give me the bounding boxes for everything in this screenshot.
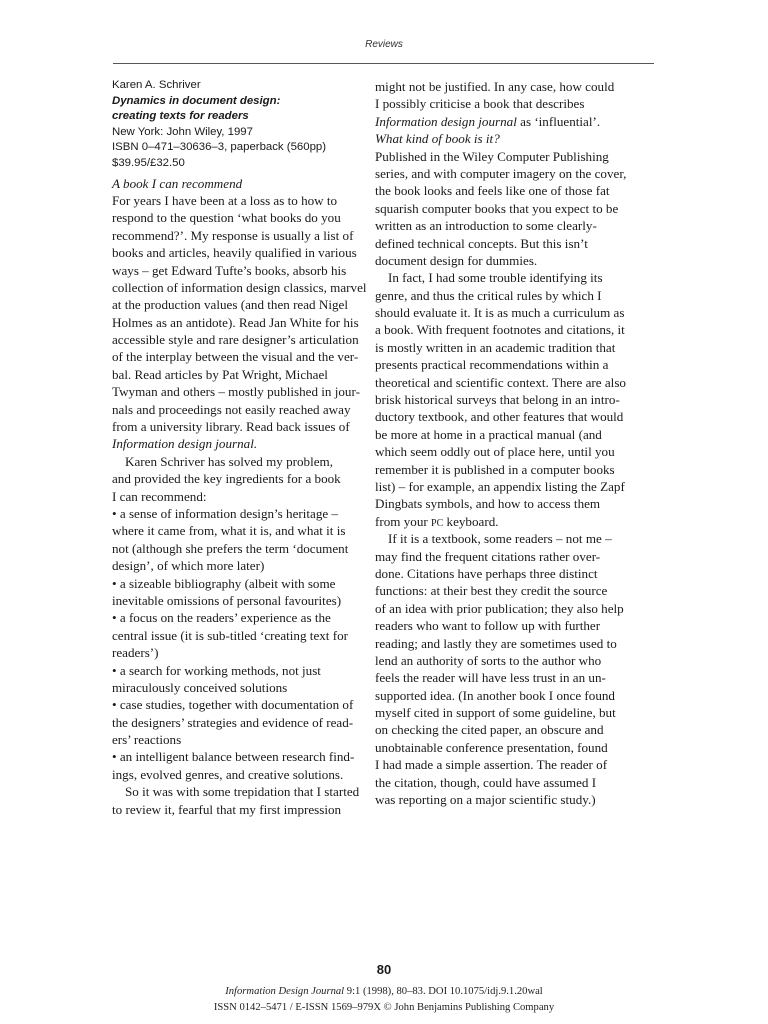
text-line: is mostly written in an academic tradition that bbox=[375, 339, 616, 355]
text-line: I can recommend: bbox=[112, 488, 207, 504]
running-head: Reviews bbox=[365, 39, 403, 50]
text-line: squarish computer books that you expect to be bbox=[375, 200, 619, 216]
text-line: For years I have been at a loss as to how to bbox=[112, 192, 338, 208]
text-line: ways – get Edward Tufte’s books, absorb his bbox=[112, 262, 347, 278]
text-line: supported idea. (In another book I once found bbox=[375, 687, 615, 703]
review-title-line-1: Dynamics in document design: bbox=[112, 94, 281, 107]
text-line: written as an introduction to some clearly- bbox=[375, 218, 597, 234]
text-line: If it is a textbook, some readers – not me – bbox=[388, 531, 612, 547]
page-number: 80 bbox=[376, 962, 392, 977]
header-rule bbox=[113, 63, 654, 64]
section-heading-recommend: A book I can recommend bbox=[112, 175, 243, 191]
text-line: presents practical recommendations within a bbox=[375, 357, 609, 373]
text-line: ductory textbook, and other features that would bbox=[375, 409, 624, 425]
text-line: should evaluate it. It is as much a curriculum as bbox=[375, 305, 625, 321]
review-title-line-2: creating texts for readers bbox=[112, 110, 249, 123]
text-line: functions: at their best they credit the source bbox=[375, 583, 608, 599]
text-line: myself cited in support of some guideline, but bbox=[375, 705, 616, 721]
text-line: list) – for example, an appendix listing the Zapf bbox=[375, 478, 625, 494]
text-line: • an intelligent balance between research find- bbox=[112, 749, 355, 765]
section-heading-kind: What kind of book is it? bbox=[375, 131, 500, 147]
text-line: series, and with computer imagery on the cover, bbox=[375, 165, 627, 181]
text-line: document design for dummies. bbox=[375, 252, 538, 268]
text-line: and provided the key ingredients for a book bbox=[112, 471, 341, 487]
right-para-3-last-post: keyboard. bbox=[443, 513, 499, 529]
text-line: In fact, I had some trouble identifying its bbox=[388, 270, 603, 286]
right-para-3-last-pre: from your bbox=[375, 513, 432, 529]
text-line: was reporting on a major scientific study.) bbox=[375, 792, 596, 808]
text-line: a book. With frequent footnotes and citations, it bbox=[375, 322, 625, 338]
text-line: books and articles, heavily qualified in various bbox=[112, 245, 357, 261]
text-line: inevitable omissions of personal favourites) bbox=[112, 592, 342, 608]
text-line: the book looks and feels like one of those fat bbox=[375, 183, 610, 199]
left-column bbox=[112, 78, 367, 818]
footer-citation bbox=[0, 984, 768, 1000]
text-line: reading; and lastly they are sometimes used to bbox=[375, 635, 617, 651]
text-line: remember it is published in a computer books bbox=[375, 461, 615, 477]
footer-journal: Information Design Journal bbox=[225, 986, 345, 997]
text-line: recommend?’. My response is usually a list of bbox=[112, 227, 354, 243]
right-para-2 bbox=[375, 148, 637, 270]
text-line: where it came from, what it is, and what it is bbox=[112, 523, 346, 539]
footer-citation-text: 9:1 (1998), 80–83. DOI 10.1075/idj.9.1.20wal bbox=[344, 986, 543, 997]
text-line: the designers’ strategies and evidence of read- bbox=[112, 714, 354, 730]
review-isbn: ISBN 0–471–30636–3, paperback (560pp) bbox=[112, 141, 327, 154]
text-line: Published in the Wiley Computer Publishing bbox=[375, 148, 609, 164]
text-line: may find the frequent citations rather over- bbox=[375, 548, 601, 564]
text-line: collection of information design classics, marvel bbox=[112, 279, 367, 295]
review-price: $39.95/£32.50 bbox=[112, 156, 185, 169]
text-line: Twyman and others – mostly published in jour- bbox=[112, 384, 360, 400]
left-para-1 bbox=[112, 192, 367, 435]
text-line: genre, and thus the critical rules by which I bbox=[375, 287, 602, 303]
text-line: unobtainable conference presentation, found bbox=[375, 739, 608, 755]
text-line: readers’) bbox=[112, 645, 159, 661]
text-line: at the production values (and then read Nigel bbox=[112, 297, 348, 313]
text-line: from a university library. Read back issues of bbox=[112, 419, 350, 435]
review-publisher: New York: John Wiley, 1997 bbox=[112, 125, 253, 138]
text-line: respond to the question ‘what books do you bbox=[112, 210, 341, 226]
text-line: readers who want to follow up with further bbox=[375, 618, 601, 634]
footer-issn: ISSN 0142–5471 / E-ISSN 1569–979X © John Benjamins Publishing Company bbox=[213, 1002, 555, 1013]
text-line: might not be justified. In any case, how could bbox=[375, 79, 615, 94]
right-para-4 bbox=[375, 530, 637, 808]
text-line: bal. Read articles by Pat Wright, Michael bbox=[112, 366, 328, 382]
text-line: central issue (it is sub-titled ‘creating text for bbox=[112, 627, 348, 643]
text-line: ers’ reactions bbox=[112, 732, 182, 748]
text-line: feels the reader will have less trust in an un- bbox=[375, 670, 606, 686]
pc-smallcaps: PC bbox=[431, 517, 444, 529]
left-para-3 bbox=[112, 783, 358, 818]
right-para-1-tail: as ‘influential’. bbox=[516, 113, 601, 129]
text-line: • case studies, together with documentation of bbox=[112, 697, 354, 713]
review-metadata bbox=[112, 78, 358, 172]
text-line: Holmes as an antidote). Read Jan White for his bbox=[112, 314, 359, 330]
text-line: miraculously conceived solutions bbox=[112, 679, 288, 695]
text-line: Karen Schriver has solved my problem, bbox=[125, 453, 333, 469]
text-line: theoretical and scientific context. There are also bbox=[375, 374, 626, 390]
text-line: I had made a simple assertion. The reader of bbox=[375, 757, 608, 773]
right-para-1-last bbox=[375, 113, 637, 130]
text-line: which seem oddly out of place here, until you bbox=[375, 444, 615, 460]
text-line: • a focus on the readers’ experience as the bbox=[112, 610, 331, 626]
text-line: of the interplay between the visual and the ver- bbox=[112, 349, 359, 365]
text-line: defined technical concepts. But this isn’t bbox=[375, 235, 588, 251]
text-line: accessible style and rare designer’s articulation bbox=[112, 332, 359, 348]
text-line: I possibly criticise a book that describes bbox=[375, 96, 585, 112]
text-line: • a search for working methods, not just bbox=[112, 662, 321, 678]
text-line: to review it, fearful that my first impression bbox=[112, 801, 342, 817]
text-line: ings, evolved genres, and creative solutions. bbox=[112, 766, 344, 782]
right-para-3-last bbox=[375, 513, 637, 530]
text-line: Dingbats symbols, and how to access them bbox=[375, 496, 601, 512]
text-line: not (although she prefers the term ‘document bbox=[112, 540, 349, 556]
journal-title-inline: Information design journal bbox=[375, 113, 517, 129]
text-line: So it was with some trepidation that I started bbox=[125, 784, 360, 800]
text-line: on checking the cited paper, an obscure and bbox=[375, 722, 604, 738]
text-line: brisk historical surveys that belong in an intro- bbox=[375, 392, 620, 408]
text-line: design’, of which more later) bbox=[112, 558, 265, 574]
text-line: of an idea with prior publication; they also help bbox=[375, 600, 624, 616]
left-para-1-last: Information design journal. bbox=[112, 436, 258, 452]
text-line: nals and proceedings not easily reached away bbox=[112, 401, 351, 417]
review-author: Karen A. Schriver bbox=[112, 79, 201, 91]
right-para-3 bbox=[375, 269, 637, 512]
text-line: • a sizeable bibliography (albeit with some bbox=[112, 575, 336, 591]
left-para-2 bbox=[112, 453, 358, 783]
text-line: • a sense of information design’s heritage – bbox=[112, 505, 339, 521]
text-line: done. Citations have perhaps three distinct bbox=[375, 565, 598, 581]
right-para-1 bbox=[375, 78, 637, 113]
text-line: lend an authority of sorts to the author who bbox=[375, 652, 602, 668]
text-line: be more at home in a practical manual (and bbox=[375, 426, 602, 442]
right-column bbox=[375, 78, 637, 808]
footer bbox=[0, 984, 768, 1016]
text-line: the citation, though, could have assumed I bbox=[375, 774, 597, 790]
